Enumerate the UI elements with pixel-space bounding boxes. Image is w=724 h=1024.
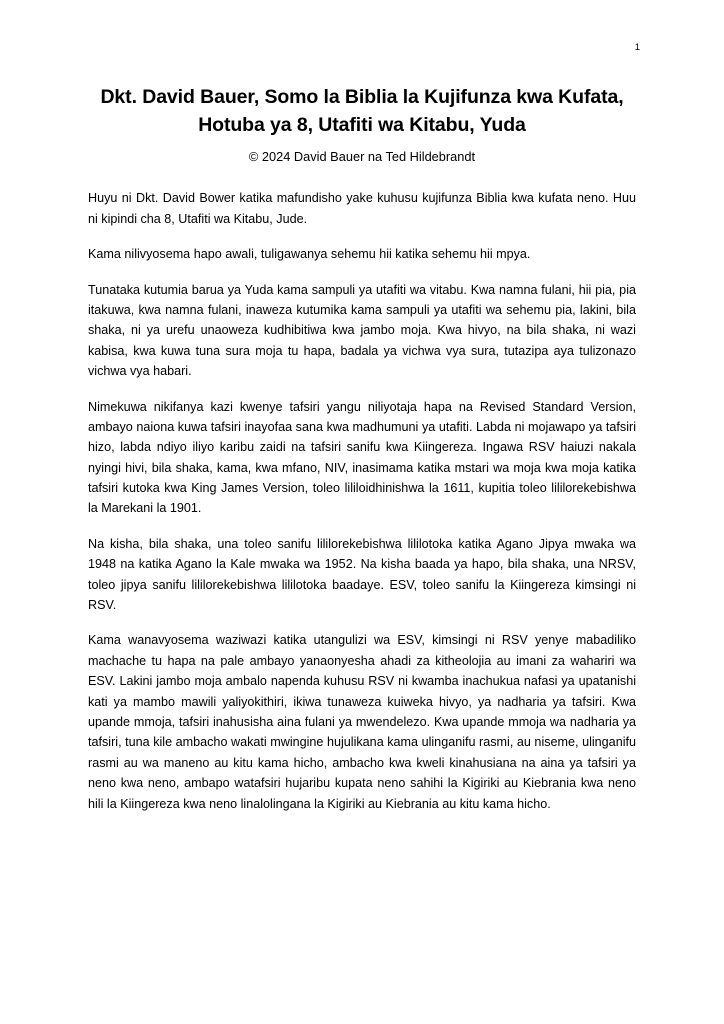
paragraph: Huyu ni Dkt. David Bower katika mafundisho yake kuhusu kujifunza Biblia kwa kufata neno. Huu ni kipindi cha 8, Utafiti wa Kitabu, Jude. <box>88 191 636 226</box>
page-number: 1 <box>634 42 640 53</box>
paragraph: Nimekuwa nikifanya kazi kwenye tafsiri yangu niliyotaja hapa na Revised Standard Version, ambayo naiona kuwa tafsiri inayofaa sana kwa madhumuni ya utafiti. Labda ni mojawapo ya tafsiri hizo, labda ndiyo iliyo karibu zaidi na tafsiri sanifu kwa Kiingereza. Ingawa RSV haiuzi nakala nyingi hivi, bila shaka, kama, kwa mfano, NIV, inasimama katika mstari wa moja kwa moja katika tafsiri kutoka kwa King James Version, toleo lililoidhinishwa la 1611, kupitia toleo lililorekebishwa la Marekani la 1901. <box>88 399 636 516</box>
paragraph: Kama wanavyosema waziwazi katika utangulizi wa ESV, kimsingi ni RSV yenye mabadiliko machache tu hapa na pale ambayo yanaonyesha ahadi za kitheolojia au imani za wahariri wa ESV. Lakini jambo moja ambalo napenda kuhusu RSV ni kwamba inachukua nafasi ya upatanishi kati ya mambo mawili yaliyokithiri, ikiwa tunaweza kuiweka hivyo, ya nadharia ya tafsiri. Kwa upande mmoja, tafsiri inahusisha aina fulani ya mwendelezo. Kwa upande mmoja wa nadharia ya tafsiri, tuna kile ambacho wakati mwingine hujulikana kama ulinganifu rasmi, au niseme, ulinganifu rasmi au wa maneno au kitu kama hicho, ambacho kwa kweli kinahusiana na aina ya tafsiri ya neno kwa neno, ambapo watafsiri hujaribu kupata neno sahihi la Kigiriki au Kiebrania kwa neno hili la Kiingereza kwa neno linalolingana la Kigiriki au Kiebrania au kitu kama hicho. <box>88 633 636 811</box>
body-text <box>88 188 636 814</box>
paragraph: Kama nilivyosema hapo awali, tuligawanya sehemu hii katika sehemu hii mpya. <box>88 247 531 262</box>
title-line-2: Hotuba ya 8, Utafiti wa Kitabu, Yuda <box>198 113 526 136</box>
paragraph: Na kisha, bila shaka, una toleo sanifu lililorekebishwa lililotoka katika Agano Jipya mwaka wa 1948 na katika Agano la Kale mwaka wa 1952. Na kisha baada ya hapo, bila shaka, una NRSV, toleo jipya sanifu lililorekebishwa lililotoka baadaye. ESV, toleo sanifu la Kiingereza kimsingi ni RSV. <box>88 536 636 613</box>
document-content <box>88 84 636 814</box>
paragraph: Tunataka kutumia barua ya Yuda kama sampuli ya utafiti wa vitabu. Kwa namna fulani, hii pia, pia itakuwa, kwa namna fulani, inaweza kutumika kama sampuli ya utafiti wa sehemu pia, lakini, bila shaka, ni ya urefu unaoweza kudhibitiwa kwa jambo moja. Kwa hivyo, na bila shaka, ni wazi kabisa, kwa kuwa tuna sura moja tu hapa, badala ya vichwa vya sura, tutazipa aya tulizonazo vichwa vya habari. <box>88 282 636 379</box>
page-title <box>88 84 636 139</box>
title-line-1: Dkt. David Bauer, Somo la Biblia la Kujifunza kwa Kufata, <box>100 86 624 108</box>
copyright-notice: © 2024 David Bauer na Ted Hildebrandt <box>248 149 476 165</box>
